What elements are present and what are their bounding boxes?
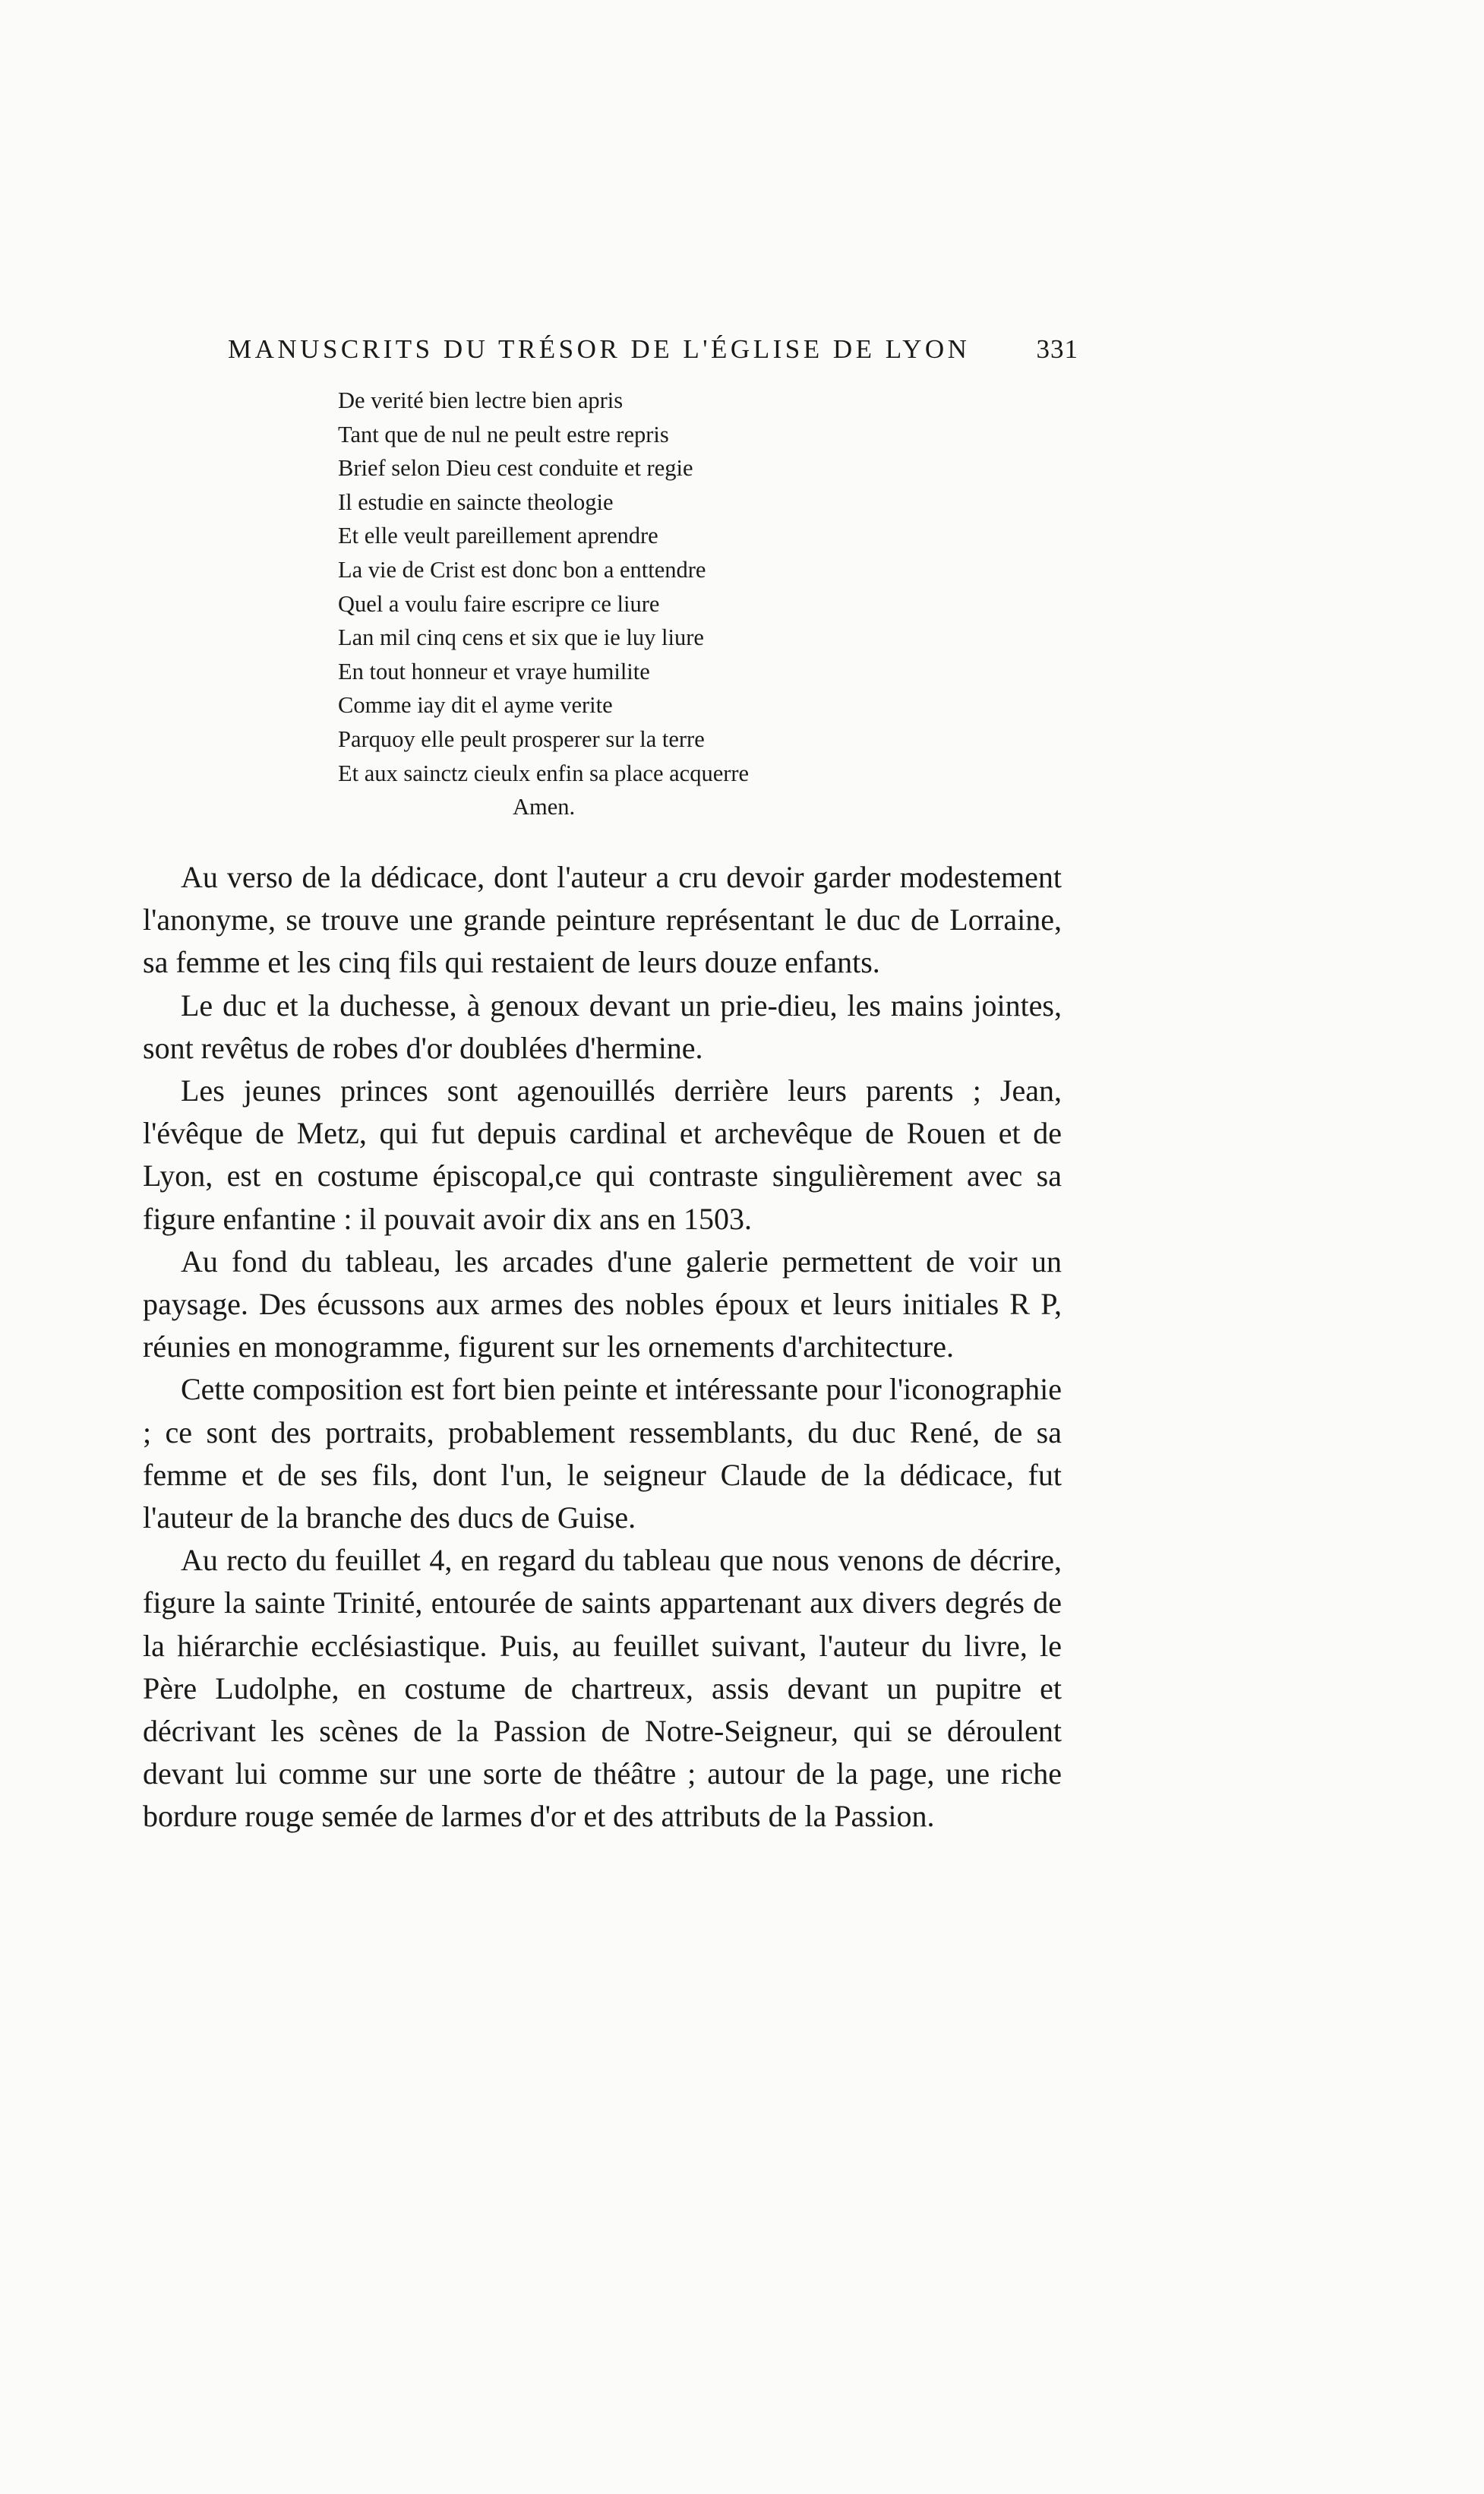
verse-line: Et aux sainctz cieulx enfin sa place acquerre: [338, 760, 750, 786]
verse-line: Tant que de nul ne peult estre repris: [338, 421, 669, 447]
body-text: [143, 856, 1062, 1838]
verse-line: Comme iay dit el ayme verite: [338, 692, 613, 719]
verse-line: Lan mil cinq cens et six que ie luy liure: [338, 624, 704, 651]
verse-line: Parquoy elle peult prosperer sur la terre: [338, 725, 705, 752]
verse-line: Il estudie en saincte theologie: [338, 488, 614, 515]
verse-line: Brief selon Dieu cest conduite et regie: [338, 455, 693, 482]
paragraph: Au fond du tableau, les arcades d'une galerie permettent de voir un paysage. Des écussons aux armes des nobles époux et leurs initiales R P, réunies en monogramme, figurent sur les ornements d'architecture.: [143, 1244, 1062, 1364]
paragraph: Les jeunes princes sont agenouillés derrière leurs parents ; Jean, l'évêque de Metz, qui fut depuis cardinal et archevêque de Rouen et de Lyon, est en costume épiscopal,ce qui contraste singulièrement avec sa figure enfantine : il pouvait avoir dix ans en 1503.: [143, 1073, 1062, 1236]
paragraph: Au recto du feuillet 4, en regard du tableau que nous venons de décrire, figure la sainte Trinité, entourée de saints appartenant aux divers degrés de la hiérarchie ecclésiastique. Puis, au feuillet suivant, l'auteur du livre, le Père Ludolphe, en costume de chartreux, assis devant un pupitre et décrivant les scènes de la Passion de Notre-Seigneur, qui se déroulent devant lui comme sur une sorte de théâtre ; autour de la page, une riche bordure rouge semée de larmes d'or et des attributs de la Passion.: [143, 1543, 1062, 1834]
paragraph: Cette composition est fort bien peinte et intéressante pour l'iconographie ; ce sont des portraits, probablement ressemblants, du duc René, de sa femme et de ses fils, dont l'un, le seigneur Claude de la dédicace, fut l'auteur de la branche des ducs de Guise.: [143, 1372, 1062, 1535]
verse-line: En tout honneur et vraye humilite: [338, 658, 650, 684]
paragraph: Au verso de la dédicace, dont l'auteur a cru devoir garder modestement l'anonyme, se trouve une grande peinture représentant le duc de Lorraine, sa femme et les cinq fils qui restaient de leurs douze enfants.: [143, 860, 1062, 980]
verse-dedication: [338, 384, 915, 824]
verse-amen: Amen.: [513, 794, 576, 820]
verse-line: Quel a voulu faire escripre ce liure: [338, 590, 660, 617]
page-number: 331: [1036, 334, 1078, 364]
verse-line: La vie de Crist est donc bon a enttendre: [338, 556, 706, 583]
verse-line: De verité bien lectre bien apris: [338, 387, 624, 413]
verse-line: Et elle veult pareillement aprendre: [338, 523, 658, 549]
paragraph: Le duc et la duchesse, à genoux devant un prie-dieu, les mains jointes, sont revêtus de robes d'or doublées d'hermine.: [143, 988, 1062, 1065]
running-title: MANUSCRITS DU TRÉSOR DE L'ÉGLISE DE LYON: [228, 334, 971, 364]
page-header: [228, 334, 1078, 380]
